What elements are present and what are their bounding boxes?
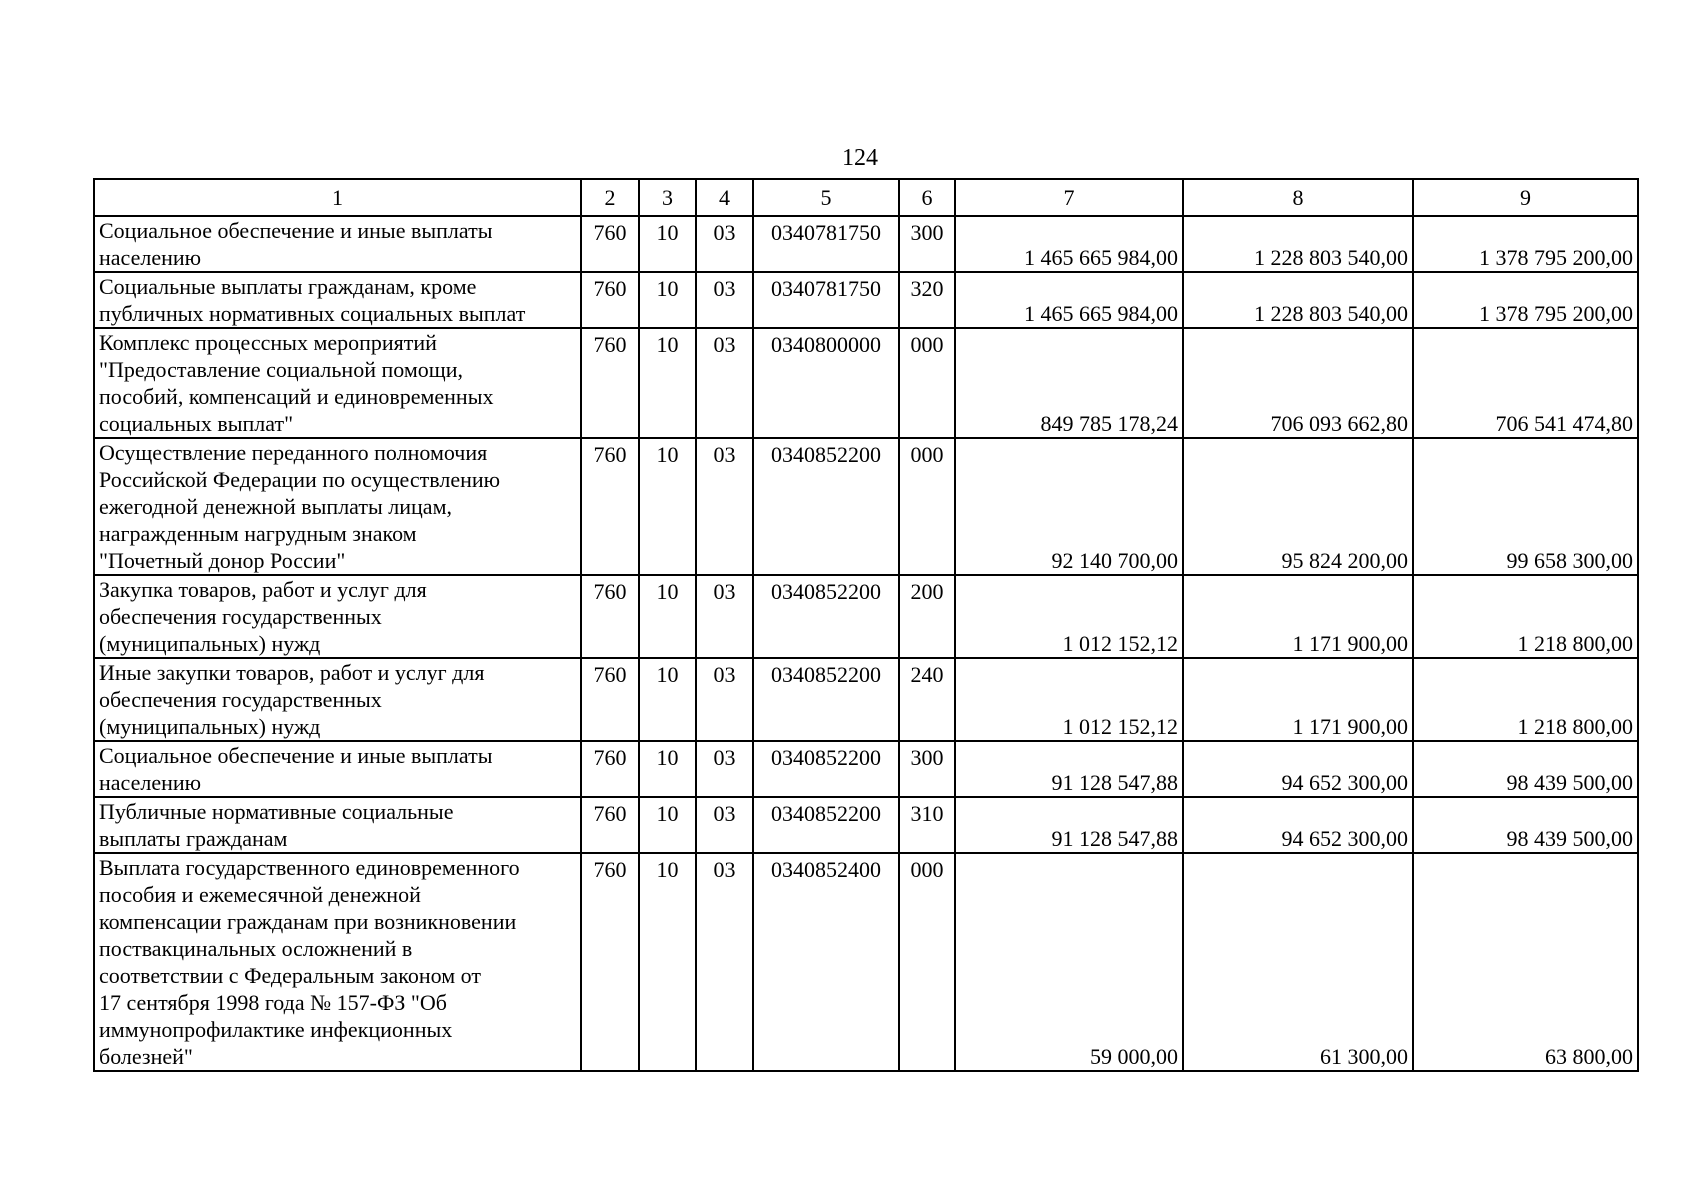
row-name-line: соответствии с Федеральным законом от [99,963,481,988]
target-article-cell: 0340852200 [753,797,899,853]
row-name-cell [94,328,581,438]
table-row [94,575,1638,658]
column-header: 7 [955,179,1183,216]
amount-col7-cell: 91 128 547,88 [955,797,1183,853]
table-row [94,658,1638,741]
expense-type-cell: 240 [899,658,955,741]
expense-type-cell: 310 [899,797,955,853]
amount-col9-cell: 1 378 795 200,00 [1413,272,1638,328]
subsection-code-cell: 03 [696,797,753,853]
row-name-cell [94,216,581,272]
row-name-line: иммунопрофилактике инфекционных [99,1017,453,1042]
column-header: 9 [1413,179,1638,216]
row-name-line: пособий, компенсаций и единовременных [99,384,494,409]
amount-col9-cell: 99 658 300,00 [1413,438,1638,575]
row-name-line: награжденным нагрудным знаком [99,521,417,546]
amount-col8-cell: 1 228 803 540,00 [1183,216,1413,272]
subsection-code-cell: 03 [696,575,753,658]
row-name-cell [94,741,581,797]
row-name-line: (муниципальных) нужд [99,714,321,739]
amount-col9-cell: 1 378 795 200,00 [1413,216,1638,272]
row-name-cell [94,438,581,575]
row-name-line: "Предоставление социальной помощи, [99,357,463,382]
admin-code-cell: 760 [581,741,639,797]
admin-code-cell: 760 [581,328,639,438]
amount-col7-cell: 849 785 178,24 [955,328,1183,438]
table-row [94,272,1638,328]
header-row [94,179,1638,216]
amount-col9-cell: 98 439 500,00 [1413,797,1638,853]
target-article-cell: 0340800000 [753,328,899,438]
amount-col8-cell: 95 824 200,00 [1183,438,1413,575]
section-code-cell: 10 [639,216,696,272]
row-name-line: болезней" [99,1044,193,1069]
row-name-line: обеспечения государственных [99,604,382,629]
expense-type-cell: 300 [899,216,955,272]
row-name-line: пособия и ежемесячной денежной [99,882,421,907]
amount-col7-cell: 1 465 665 984,00 [955,272,1183,328]
budget-table [93,178,1639,1072]
target-article-cell: 0340852200 [753,658,899,741]
admin-code-cell: 760 [581,575,639,658]
row-name-line: Комплекс процессных мероприятий [99,330,437,355]
row-name-line: 17 сентября 1998 года № 157-ФЗ "Об [99,990,447,1015]
row-name-cell [94,853,581,1071]
subsection-code-cell: 03 [696,658,753,741]
section-code-cell: 10 [639,741,696,797]
amount-col8-cell: 706 093 662,80 [1183,328,1413,438]
subsection-code-cell: 03 [696,741,753,797]
amount-col9-cell: 706 541 474,80 [1413,328,1638,438]
row-name-line: выплаты гражданам [99,826,288,851]
expense-type-cell: 320 [899,272,955,328]
admin-code-cell: 760 [581,853,639,1071]
amount-col9-cell: 63 800,00 [1413,853,1638,1071]
row-name-cell [94,658,581,741]
column-header: 3 [639,179,696,216]
amount-col8-cell: 1 228 803 540,00 [1183,272,1413,328]
row-name-line: ежегодной денежной выплаты лицам, [99,494,452,519]
row-name-line: Выплата государственного единовременного [99,855,520,880]
expense-type-cell: 000 [899,438,955,575]
amount-col8-cell: 1 171 900,00 [1183,658,1413,741]
table-row [94,741,1638,797]
target-article-cell: 0340781750 [753,216,899,272]
row-name-line: Осуществление переданного полномочия [99,440,488,465]
amount-col7-cell: 91 128 547,88 [955,741,1183,797]
amount-col8-cell: 94 652 300,00 [1183,797,1413,853]
row-name-line: Иные закупки товаров, работ и услуг для [99,660,485,685]
row-name-line: населению [99,770,202,795]
row-name-line: Социальные выплаты гражданам, кроме [99,274,477,299]
row-name-cell [94,272,581,328]
amount-col7-cell: 59 000,00 [955,853,1183,1071]
row-name-line: Российской Федерации по осуществлению [99,467,501,492]
admin-code-cell: 760 [581,658,639,741]
column-header: 4 [696,179,753,216]
row-name-line: обеспечения государственных [99,687,382,712]
table-row [94,438,1638,575]
admin-code-cell: 760 [581,272,639,328]
column-header: 5 [753,179,899,216]
row-name-line: публичных нормативных социальных выплат [99,301,526,326]
section-code-cell: 10 [639,575,696,658]
row-name-line: социальных выплат" [99,411,294,436]
amount-col9-cell: 1 218 800,00 [1413,575,1638,658]
column-header: 8 [1183,179,1413,216]
row-name-line: компенсации гражданам при возникновении [99,909,517,934]
section-code-cell: 10 [639,797,696,853]
section-code-cell: 10 [639,272,696,328]
admin-code-cell: 760 [581,797,639,853]
section-code-cell: 10 [639,853,696,1071]
expense-type-cell: 200 [899,575,955,658]
amount-col7-cell: 92 140 700,00 [955,438,1183,575]
table-row [94,216,1638,272]
row-name-cell [94,575,581,658]
target-article-cell: 0340852200 [753,741,899,797]
column-header: 1 [94,179,581,216]
column-header: 2 [581,179,639,216]
row-name-line: "Почетный донор России" [99,548,346,573]
row-name-line: поствакцинальных осложнений в [99,936,413,961]
target-article-cell: 0340852400 [753,853,899,1071]
target-article-cell: 0340781750 [753,272,899,328]
row-name-line: Закупка товаров, работ и услуг для [99,577,427,602]
amount-col8-cell: 1 171 900,00 [1183,575,1413,658]
expense-type-cell: 300 [899,741,955,797]
subsection-code-cell: 03 [696,328,753,438]
amount-col7-cell: 1 012 152,12 [955,658,1183,741]
table-row [94,853,1638,1071]
subsection-code-cell: 03 [696,216,753,272]
row-name-cell [94,797,581,853]
subsection-code-cell: 03 [696,438,753,575]
row-name-line: Социальное обеспечение и иные выплаты [99,218,493,243]
section-code-cell: 10 [639,328,696,438]
expense-type-cell: 000 [899,853,955,1071]
row-name-line: (муниципальных) нужд [99,631,321,656]
admin-code-cell: 760 [581,438,639,575]
row-name-line: Социальное обеспечение и иные выплаты [99,743,493,768]
row-name-line: населению [99,245,202,270]
subsection-code-cell: 03 [696,853,753,1071]
expense-type-cell: 000 [899,328,955,438]
amount-col7-cell: 1 012 152,12 [955,575,1183,658]
admin-code-cell: 760 [581,216,639,272]
page-number: 124 [842,145,878,171]
amount-col9-cell: 98 439 500,00 [1413,741,1638,797]
table-row [94,797,1638,853]
target-article-cell: 0340852200 [753,438,899,575]
subsection-code-cell: 03 [696,272,753,328]
target-article-cell: 0340852200 [753,575,899,658]
column-header: 6 [899,179,955,216]
amount-col7-cell: 1 465 665 984,00 [955,216,1183,272]
section-code-cell: 10 [639,438,696,575]
table-row [94,328,1638,438]
amount-col8-cell: 94 652 300,00 [1183,741,1413,797]
amount-col9-cell: 1 218 800,00 [1413,658,1638,741]
row-name-line: Публичные нормативные социальные [99,799,454,824]
section-code-cell: 10 [639,658,696,741]
amount-col8-cell: 61 300,00 [1183,853,1413,1071]
